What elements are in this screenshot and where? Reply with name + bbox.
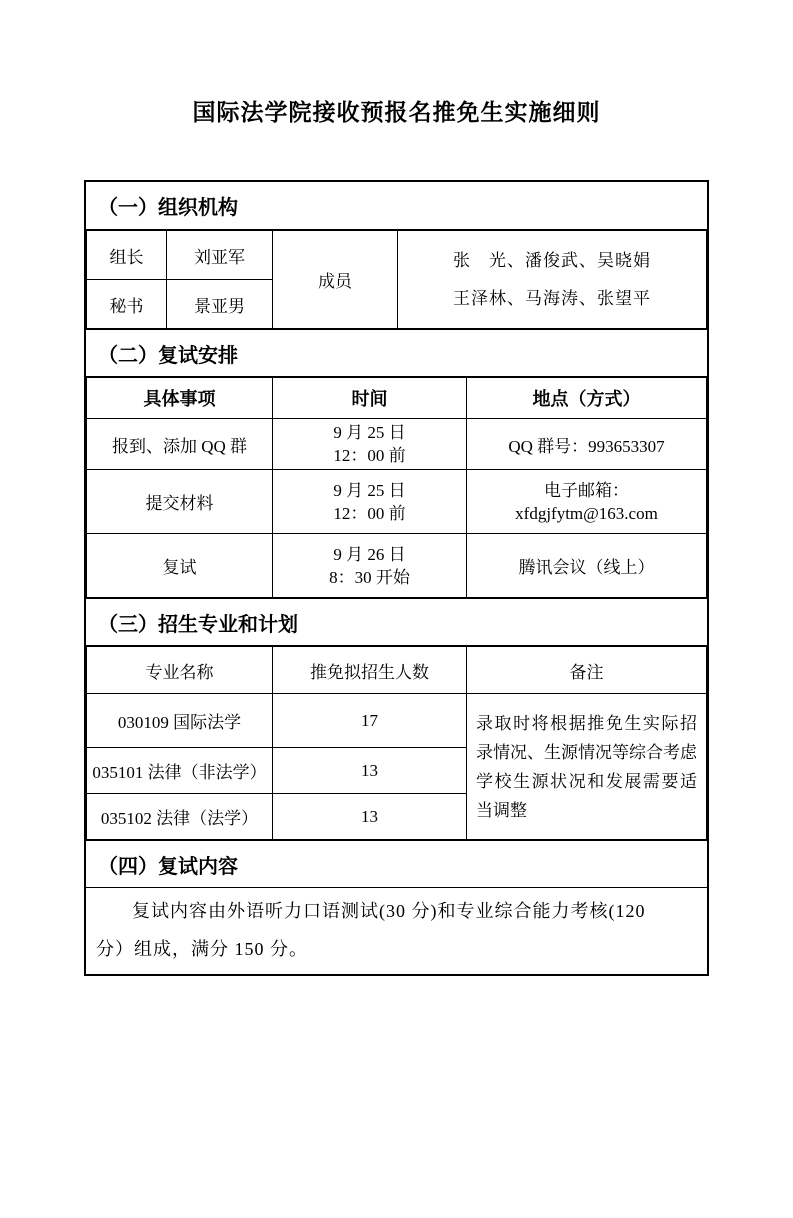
- members-line-1: 张 光、潘俊武、吴晓娟: [453, 250, 651, 270]
- place-cell: [467, 470, 707, 534]
- column-header-time: 时间: [273, 378, 467, 419]
- majors-plan-table: [86, 646, 707, 840]
- major-name-cell: 030109 国际法学: [87, 694, 273, 748]
- table-row: [87, 694, 707, 748]
- major-name-cell: 035102 法律（法学）: [87, 794, 273, 840]
- time-line-2: 12：00 前: [333, 503, 406, 523]
- page-title: 国际法学院接收预报名推免生实施细则: [192, 99, 601, 125]
- remark-line-3: 学校生源状况和发展需要适: [476, 771, 697, 791]
- paragraph-line-2: 分）组成，满分 150 分。: [96, 939, 308, 959]
- item-cell: 复试: [87, 534, 273, 598]
- place-line-2: xfdgjfytm@163.com: [515, 503, 658, 523]
- major-name-cell: 035101 法律（非法学）: [87, 748, 273, 794]
- leader-label-cell: 组长: [87, 231, 167, 280]
- retest-arrangement-table: [86, 377, 707, 598]
- remark-cell: [467, 694, 707, 840]
- column-header-remark: 备注: [467, 647, 707, 694]
- time-cell: [273, 419, 467, 470]
- remark-line-1: 录取时将根据推免生实际招: [476, 713, 697, 733]
- column-header-quota: 推免拟招生人数: [273, 647, 467, 694]
- paragraph-line-1: 复试内容由外语听力口语测试(30 分)和专业综合能力考核(120: [132, 901, 646, 921]
- retest-content-paragraph: [86, 888, 707, 974]
- members-line-2: 王泽林、马海涛、张望平: [453, 288, 651, 308]
- place-cell: QQ 群号：993653307: [467, 419, 707, 470]
- time-line-1: 9 月 26 日: [333, 544, 406, 564]
- section-heading-retest-arrangement: （二）复试安排: [86, 329, 707, 377]
- item-cell: 报到、添加 QQ 群: [87, 419, 273, 470]
- column-header-place: 地点（方式）: [467, 378, 707, 419]
- item-cell: 提交材料: [87, 470, 273, 534]
- section-heading-organization: （一）组织机构: [86, 182, 707, 230]
- members-names-cell: [398, 231, 707, 329]
- table-row: [87, 231, 707, 280]
- quota-cell: 13: [273, 748, 467, 794]
- table-row: [87, 534, 707, 598]
- table-row: [87, 470, 707, 534]
- remark-line-4: 当调整: [476, 800, 527, 820]
- time-cell: [273, 534, 467, 598]
- table-header-row: [87, 647, 707, 694]
- secretary-label-cell: 秘书: [87, 280, 167, 329]
- column-header-item: 具体事项: [87, 378, 273, 419]
- leader-name-cell: 刘亚军: [167, 231, 273, 280]
- members-label-cell: 成员: [273, 231, 398, 329]
- table-row: [87, 419, 707, 470]
- time-line-2: 8：30 开始: [329, 567, 410, 587]
- quota-cell: 17: [273, 694, 467, 748]
- time-line-1: 9 月 25 日: [333, 423, 406, 442]
- remark-line-2: 录情况、生源情况等综合考虑: [476, 742, 697, 762]
- secretary-name-cell: 景亚男: [167, 280, 273, 329]
- place-line-1: 电子邮箱：: [544, 480, 629, 500]
- place-cell: 腾讯会议（线上）: [467, 534, 707, 598]
- time-line-1: 9 月 25 日: [333, 480, 406, 500]
- table-header-row: [87, 378, 707, 419]
- time-cell: [273, 470, 467, 534]
- time-line-2: 12：00 前: [333, 446, 406, 465]
- column-header-major: 专业名称: [87, 647, 273, 694]
- organization-table: [86, 230, 707, 329]
- quota-cell: 13: [273, 794, 467, 840]
- section-heading-majors-plan: （三）招生专业和计划: [86, 598, 707, 646]
- main-table: [84, 180, 709, 976]
- section-heading-retest-content: （四）复试内容: [86, 840, 707, 888]
